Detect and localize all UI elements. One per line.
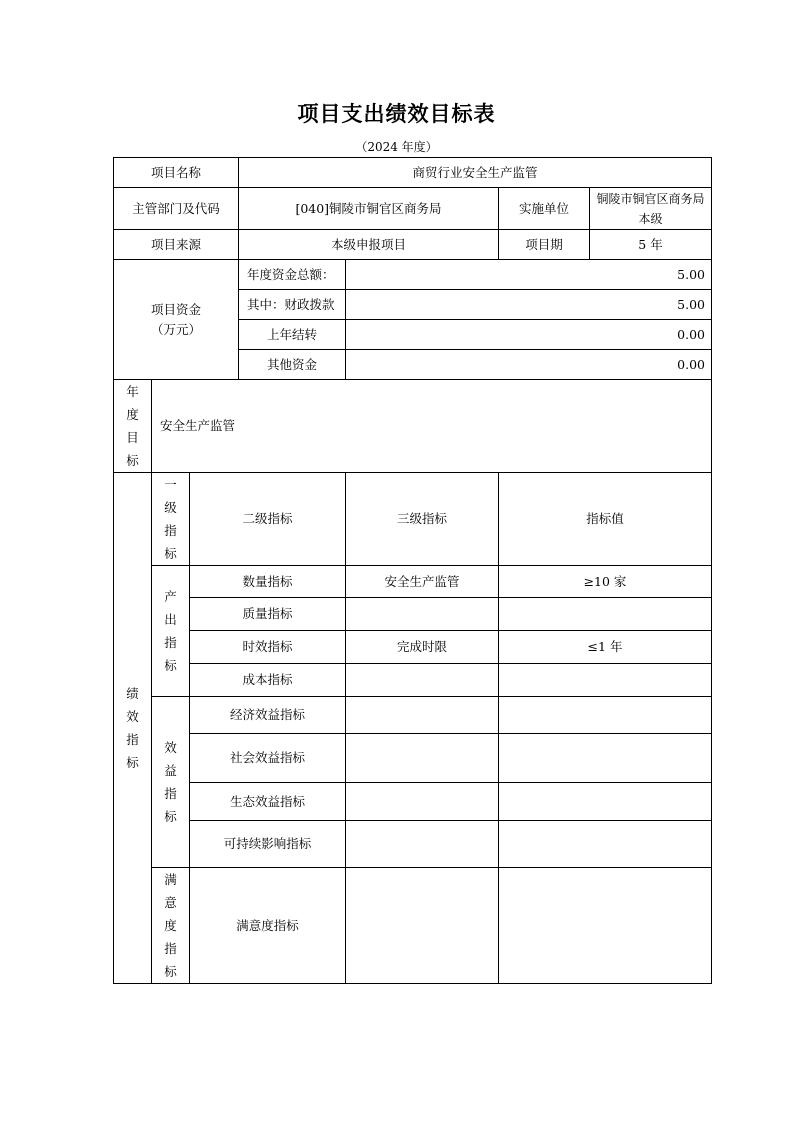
funds-other-label: 其他资金 <box>239 350 346 380</box>
department-label: 主管部门及代码 <box>114 188 239 230</box>
output-level2: 质量指标 <box>190 598 346 631</box>
benefit-value <box>499 821 712 868</box>
header-level2: 二级指标 <box>190 473 346 566</box>
table-row <box>114 821 712 868</box>
page-title: 项目支出绩效目标表 <box>297 102 496 126</box>
row-source <box>114 230 712 260</box>
funds-fiscal-value: 5.00 <box>346 290 712 320</box>
output-value: ≤1 年 <box>499 631 712 664</box>
benefit-level2: 生态效益指标 <box>190 783 346 821</box>
project-source-value: 本级申报项目 <box>239 230 499 260</box>
output-level3 <box>346 664 499 697</box>
funds-total-value: 5.00 <box>346 260 712 290</box>
header-level1: 一级指标 <box>152 473 190 566</box>
output-level3 <box>346 598 499 631</box>
funds-label <box>114 260 239 380</box>
output-level2: 数量指标 <box>190 566 346 598</box>
benefit-level3 <box>346 821 499 868</box>
output-level2: 时效指标 <box>190 631 346 664</box>
output-level3: 安全生产监管 <box>346 566 499 598</box>
funds-fiscal-label: 其中：财政拨款 <box>239 290 346 320</box>
output-value <box>499 664 712 697</box>
benefit-value <box>499 783 712 821</box>
department-value: [040]铜陵市铜官区商务局 <box>239 188 499 230</box>
benefit-level3 <box>346 697 499 734</box>
funds-carryover-value: 0.00 <box>346 320 712 350</box>
funds-label-line1: 项目资金 <box>150 301 201 317</box>
benefit-level2: 经济效益指标 <box>190 697 346 734</box>
benefit-level2: 可持续影响指标 <box>190 821 346 868</box>
benefit-level3 <box>346 734 499 783</box>
table-row <box>114 631 712 664</box>
page-subtitle: （2024 年度） <box>355 140 438 154</box>
funds-total-label: 年度资金总额： <box>239 260 346 290</box>
implementing-unit-label: 实施单位 <box>499 188 590 230</box>
output-indicators-label: 产出指标 <box>152 566 190 697</box>
header-value: 指标值 <box>499 473 712 566</box>
project-period-value: 5 年 <box>590 230 712 260</box>
output-value: ≥10 家 <box>499 566 712 598</box>
indicator-header-row <box>114 473 712 566</box>
funds-label-line2: （万元） <box>150 321 201 337</box>
benefit-level3 <box>346 783 499 821</box>
satisfaction-level3 <box>346 868 499 984</box>
funds-other-value: 0.00 <box>346 350 712 380</box>
satisfaction-value <box>499 868 712 984</box>
benefit-value <box>499 734 712 783</box>
table-row <box>114 598 712 631</box>
table-row <box>114 566 712 598</box>
table-row <box>114 783 712 821</box>
performance-table <box>113 157 712 984</box>
satisfaction-level2: 满意度指标 <box>190 868 346 984</box>
project-source-label: 项目来源 <box>114 230 239 260</box>
output-level3: 完成时限 <box>346 631 499 664</box>
project-name-label: 项目名称 <box>114 158 239 188</box>
header-level3: 三级指标 <box>346 473 499 566</box>
table-row <box>114 697 712 734</box>
performance-indicators-label: 绩效指标 <box>114 473 152 984</box>
annual-goal-value: 安全生产监管 <box>152 380 712 473</box>
project-name-value: 商贸行业安全生产监管 <box>239 158 712 188</box>
row-project-name <box>114 158 712 188</box>
benefit-value <box>499 697 712 734</box>
row-annual-goal <box>114 380 712 473</box>
project-period-label: 项目期 <box>499 230 590 260</box>
table-row <box>114 868 712 984</box>
table-row <box>114 734 712 783</box>
implementing-unit-value: 铜陵市铜官区商务局本级 <box>590 188 712 230</box>
benefit-level2: 社会效益指标 <box>190 734 346 783</box>
benefit-indicators-label: 效益指标 <box>152 697 190 868</box>
annual-goal-label: 年度目标 <box>114 380 152 473</box>
table-row <box>114 664 712 697</box>
funds-row-total <box>114 260 712 290</box>
output-level2: 成本指标 <box>190 664 346 697</box>
row-department <box>114 188 712 230</box>
funds-carryover-label: 上年结转 <box>239 320 346 350</box>
output-value <box>499 598 712 631</box>
satisfaction-indicators-label: 满意度指标 <box>152 868 190 984</box>
